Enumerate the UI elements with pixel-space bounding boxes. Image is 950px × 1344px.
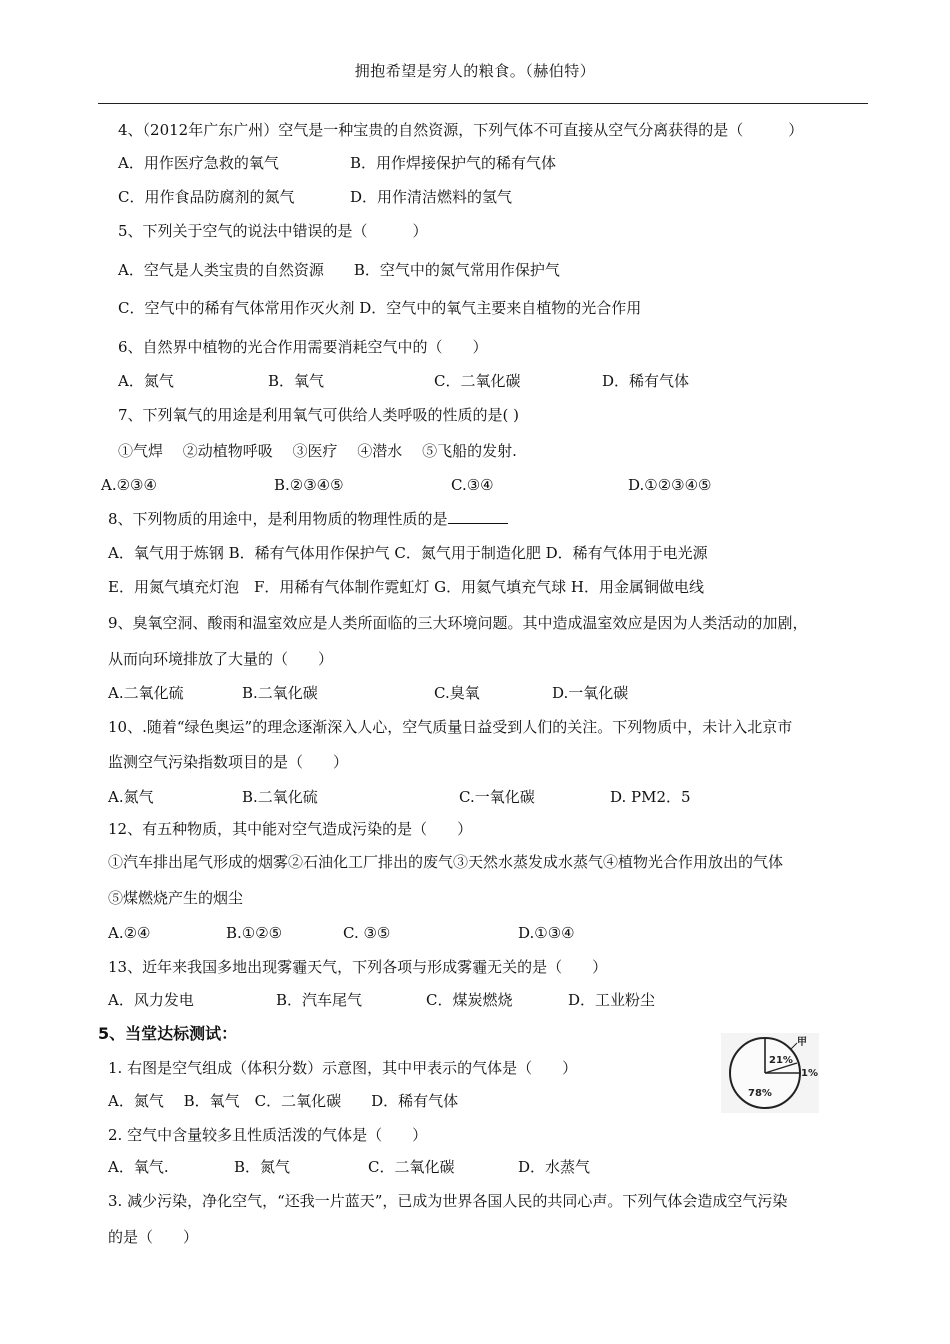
q9-option-b: B.二氧化碳 [242, 684, 318, 702]
q8-stem-line [108, 509, 508, 529]
q10-option-b: B.二氧化硫 [242, 788, 318, 806]
q10-option-c: C.一氧化碳 [459, 788, 535, 806]
q13-option-d: D．工业粉尘 [568, 991, 656, 1009]
pie-label-1pct: 1% [801, 1068, 818, 1079]
t2-option-b: B．氮气 [234, 1158, 291, 1176]
t2-option-c: C．二氧化碳 [368, 1158, 455, 1176]
q12-option-a: A.②④ [108, 924, 151, 942]
t2-option-d: D．水蒸气 [518, 1158, 591, 1176]
q7-option-b: B.②③④⑤ [274, 476, 344, 494]
q12-items-line2: ⑤煤燃烧产生的烟尘 [108, 889, 244, 907]
q10-option-a: A.氮气 [108, 788, 154, 806]
q7-option-d: D.①②③④⑤ [628, 476, 712, 494]
q6-option-d: D．稀有气体 [602, 372, 690, 390]
q9-stem-line1: 9、臭氧空洞、酸雨和温室效应是人类所面临的三大环境问题。其中造成温室效应是因为人类活动的加剧， [108, 614, 808, 632]
q12-items-line1: ①汽车排出尾气形成的烟雾②石油化工厂排出的废气③天然水蒸发成水蒸气④植物光合作用放出的气体 [108, 853, 784, 871]
q8-options-line1: A．氧气用于炼钢 B．稀有气体用作保护气 C．氮气用于制造化肥 D．稀有气体用于电光源 [108, 544, 708, 562]
q13-option-b: B．汽车尾气 [276, 991, 363, 1009]
pie-label-21pct: 21% [769, 1055, 793, 1066]
page-header-quote: 拥抱希望是穷人的粮食。（赫伯特） [354, 62, 596, 80]
q13-stem: 13、近年来我国多地出现雾霾天气，下列各项与形成雾霾无关的是（ ） [108, 958, 608, 976]
q6-option-b: B．氧气 [268, 372, 325, 390]
pie-label-jia: 甲 [797, 1037, 807, 1048]
q4-option-d: D．用作清洁燃料的氢气 [350, 188, 513, 206]
q8-answer-blank[interactable] [448, 509, 508, 524]
q5-options-cd: C．空气中的稀有气体常用作灭火剂 D．空气中的氧气主要来自植物的光合作用 [118, 299, 642, 317]
header-rule [98, 103, 868, 104]
q5-options-ab: A．空气是人类宝贵的自然资源 B．空气中的氮气常用作保护气 [118, 261, 560, 279]
q9-stem-line2: 从而向环境排放了大量的（ ） [108, 650, 334, 668]
q12-option-b: B.①②⑤ [226, 924, 283, 942]
q10-option-d: D. PM2．5 [610, 788, 691, 806]
q8-options-line2: E．用氮气填充灯泡 F．用稀有气体制作霓虹灯 G．用氦气填充气球 H．用金属铜做电线 [108, 578, 704, 596]
q10-stem-line2: 监测空气污染指数项目的是（ ） [108, 753, 349, 771]
q9-option-d: D.一氧化碳 [552, 684, 629, 702]
q6-option-a: A．氮气 [118, 372, 174, 390]
q4-stem: 4、（2012年广东广州）空气是一种宝贵的自然资源，下列气体不可直接从空气分离获得的是（ ） [118, 121, 804, 139]
q12-option-c: C. ③⑤ [343, 924, 391, 942]
pie-svg [721, 1033, 819, 1113]
t2-option-a: A．氧气. [108, 1158, 169, 1176]
q5-stem: 5、下列关于空气的说法中错误的是（ ） [118, 222, 428, 240]
t1-options: A．氮气 B．氧气 C．二氧化碳 D．稀有气体 [108, 1092, 459, 1110]
air-composition-pie-figure [721, 1033, 819, 1113]
pie-label-78pct: 78% [748, 1088, 772, 1099]
section-5-heading: 5、当堂达标测试： [98, 1024, 238, 1043]
q13-option-c: C．煤炭燃烧 [426, 991, 513, 1009]
q12-stem: 12、有五种物质，其中能对空气造成污染的是（ ） [108, 820, 473, 838]
t2-stem: 2. 空气中含量较多且性质活泼的气体是（ ） [108, 1126, 428, 1144]
q9-option-a: A.二氧化硫 [108, 684, 184, 702]
q7-option-c: C.③④ [451, 476, 494, 494]
q4-option-c: C．用作食品防腐剂的氮气 [118, 188, 295, 206]
t3-stem-line2: 的是（ ） [108, 1228, 199, 1246]
q13-option-a: A．风力发电 [108, 991, 194, 1009]
q12-option-d: D.①③④ [518, 924, 575, 942]
q7-option-a: A.②③④ [101, 476, 157, 494]
t1-stem: 1. 右图是空气组成（体积分数）示意图，其中甲表示的气体是（ ） [108, 1059, 578, 1077]
q7-stem: 7、下列氧气的用途是利用氧气可供给人类呼吸的性质的是( ) [118, 406, 520, 424]
q6-stem: 6、自然界中植物的光合作用需要消耗空气中的（ ） [118, 338, 488, 356]
q7-items: ①气焊 ②动植物呼吸 ③医疗 ④潜水 ⑤飞船的发射. [118, 442, 517, 460]
q10-stem-line1: 10、.随着“绿色奥运”的理念逐渐深入人心，空气质量日益受到人们的关注。下列物质中，未计入北京市 [108, 718, 793, 736]
q6-option-c: C．二氧化碳 [434, 372, 521, 390]
q9-option-c: C.臭氧 [434, 684, 480, 702]
q4-option-b: B．用作焊接保护气的稀有气体 [350, 154, 557, 172]
t3-stem-line1: 3. 减少污染，净化空气，“还我一片蓝天”，已成为世界各国人民的共同心声。下列气体会造成空气污染 [108, 1192, 788, 1210]
q4-option-a: A．用作医疗急救的氧气 [118, 154, 279, 172]
q8-stem: 8、下列物质的用途中，是利用物质的物理性质的是 [108, 510, 448, 528]
